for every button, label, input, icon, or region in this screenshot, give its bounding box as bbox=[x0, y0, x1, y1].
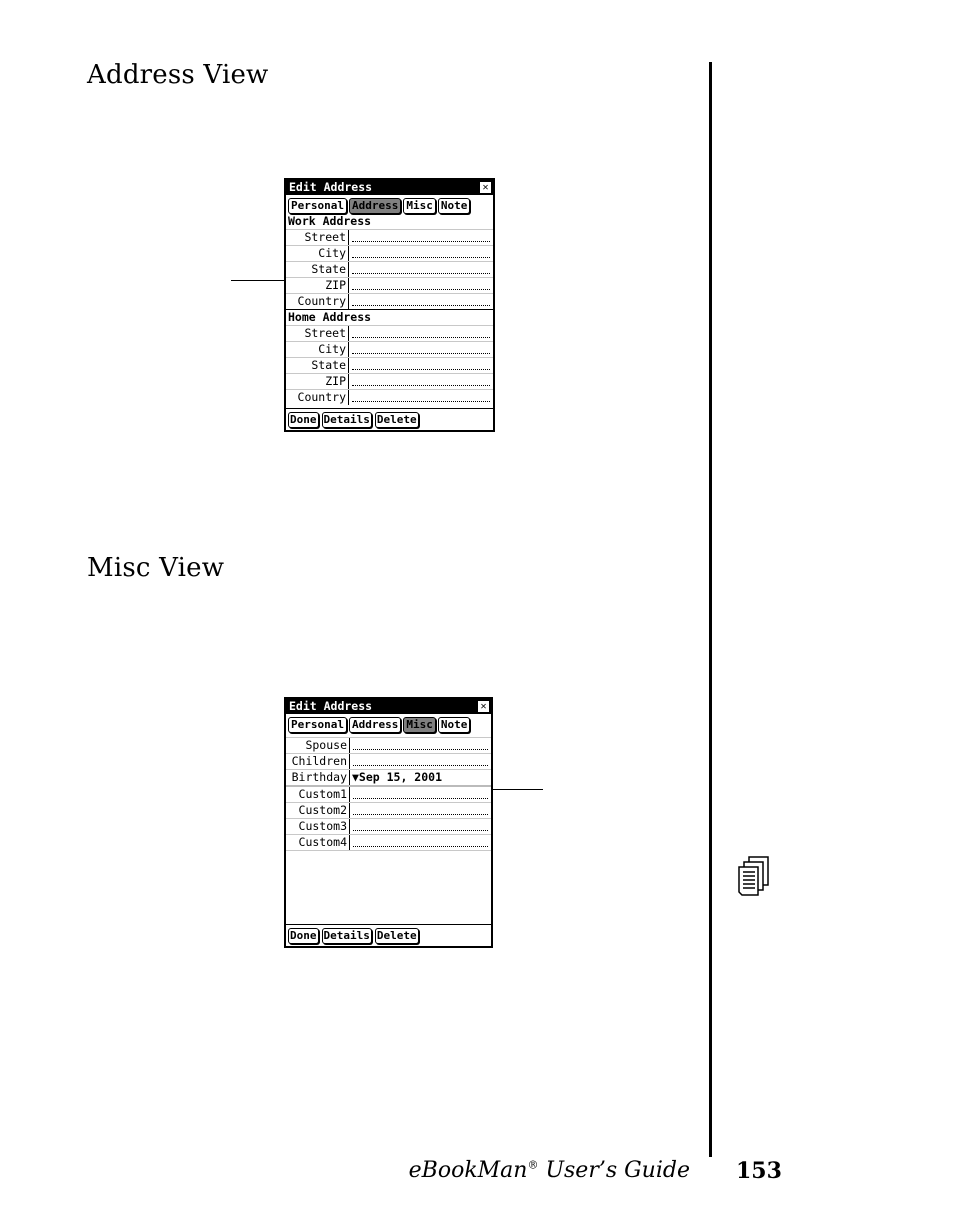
tab-note[interactable]: Note bbox=[438, 198, 471, 214]
details-button[interactable]: Details bbox=[323, 413, 370, 426]
window-title: Edit Address bbox=[289, 180, 373, 194]
field-label: Custom4 bbox=[286, 835, 350, 850]
home-state-row bbox=[286, 357, 493, 373]
home-city-row bbox=[286, 341, 493, 357]
details-button[interactable]: Details bbox=[323, 929, 370, 942]
field-label: Street bbox=[286, 230, 349, 245]
custom1-row bbox=[286, 785, 491, 802]
home-city-input[interactable] bbox=[349, 342, 493, 357]
field-label: City bbox=[286, 342, 349, 357]
field-label: State bbox=[286, 358, 349, 373]
field-label: Street bbox=[286, 326, 349, 341]
document-stack-icon bbox=[738, 856, 770, 902]
field-label: ZIP bbox=[286, 278, 349, 293]
title-bar bbox=[286, 180, 493, 195]
field-label: Country bbox=[286, 294, 349, 309]
home-street-row bbox=[286, 325, 493, 341]
work-city-row bbox=[286, 245, 493, 261]
custom1-input[interactable] bbox=[350, 787, 491, 802]
book-title-suffix: User’s Guide bbox=[538, 1158, 690, 1183]
page-heading-address-view: Address View bbox=[87, 60, 269, 90]
close-icon[interactable]: ✕ bbox=[478, 701, 489, 712]
field-label: Country bbox=[286, 390, 349, 405]
home-zip-input[interactable] bbox=[349, 374, 493, 389]
close-icon[interactable]: ✕ bbox=[480, 182, 491, 193]
home-zip-row bbox=[286, 373, 493, 389]
button-bar bbox=[286, 924, 491, 946]
children-input[interactable] bbox=[350, 754, 491, 769]
button-bar bbox=[286, 408, 493, 430]
work-state-row bbox=[286, 261, 493, 277]
tab-address[interactable]: Address bbox=[349, 717, 401, 733]
field-label: City bbox=[286, 246, 349, 261]
field-label: Custom2 bbox=[286, 803, 350, 818]
page-number: 153 bbox=[736, 1158, 782, 1184]
callout-leader-misc bbox=[493, 789, 543, 790]
birthday-row bbox=[286, 769, 491, 785]
field-label: ZIP bbox=[286, 374, 349, 389]
tab-address[interactable]: Address bbox=[349, 198, 401, 214]
field-label: Birthday bbox=[286, 770, 350, 785]
tab-misc[interactable]: Misc bbox=[403, 198, 436, 214]
field-label: Custom3 bbox=[286, 819, 350, 834]
work-address-heading: Work Address bbox=[288, 214, 372, 228]
page-heading-misc-view: Misc View bbox=[87, 553, 225, 583]
field-label: State bbox=[286, 262, 349, 277]
children-row bbox=[286, 753, 491, 769]
misc-view-screen bbox=[284, 697, 493, 948]
tab-misc[interactable]: Misc bbox=[403, 717, 436, 733]
home-street-input[interactable] bbox=[349, 326, 493, 341]
address-view-screen bbox=[284, 178, 495, 432]
work-zip-row bbox=[286, 277, 493, 293]
work-state-input[interactable] bbox=[349, 262, 493, 277]
home-country-row bbox=[286, 389, 493, 405]
field-label: Custom1 bbox=[286, 787, 350, 802]
margin-rule bbox=[709, 62, 712, 1157]
custom3-input[interactable] bbox=[350, 819, 491, 834]
home-address-heading: Home Address bbox=[286, 309, 493, 325]
custom4-input[interactable] bbox=[350, 835, 491, 850]
delete-button[interactable]: Delete bbox=[376, 929, 417, 942]
work-country-input[interactable] bbox=[349, 294, 493, 309]
delete-button[interactable]: Delete bbox=[376, 413, 417, 426]
custom2-input[interactable] bbox=[350, 803, 491, 818]
tab-bar bbox=[286, 195, 493, 214]
callout-leader-address bbox=[231, 280, 285, 281]
work-street-row bbox=[286, 229, 493, 245]
tab-note[interactable]: Note bbox=[438, 717, 471, 733]
work-city-input[interactable] bbox=[349, 246, 493, 261]
tab-bar bbox=[286, 714, 491, 733]
tab-personal[interactable]: Personal bbox=[288, 717, 347, 733]
tab-personal[interactable]: Personal bbox=[288, 198, 347, 214]
custom4-row bbox=[286, 834, 491, 851]
field-label: Children bbox=[286, 754, 350, 769]
book-title: eBookMan bbox=[408, 1158, 528, 1183]
spouse-row bbox=[286, 737, 491, 753]
spouse-input[interactable] bbox=[350, 738, 491, 753]
birthday-picker[interactable]: ▼Sep 15, 2001 bbox=[352, 770, 443, 784]
custom3-row bbox=[286, 818, 491, 834]
home-country-input[interactable] bbox=[349, 390, 493, 405]
title-bar bbox=[286, 699, 491, 714]
window-title: Edit Address bbox=[289, 699, 373, 713]
registered-mark: ® bbox=[527, 1158, 539, 1172]
home-state-input[interactable] bbox=[349, 358, 493, 373]
work-zip-input[interactable] bbox=[349, 278, 493, 293]
done-button[interactable]: Done bbox=[290, 413, 317, 426]
done-button[interactable]: Done bbox=[290, 929, 317, 942]
work-street-input[interactable] bbox=[349, 230, 493, 245]
running-footer-title bbox=[409, 1158, 690, 1183]
custom2-row bbox=[286, 802, 491, 818]
work-country-row bbox=[286, 293, 493, 309]
field-label: Spouse bbox=[286, 738, 350, 753]
